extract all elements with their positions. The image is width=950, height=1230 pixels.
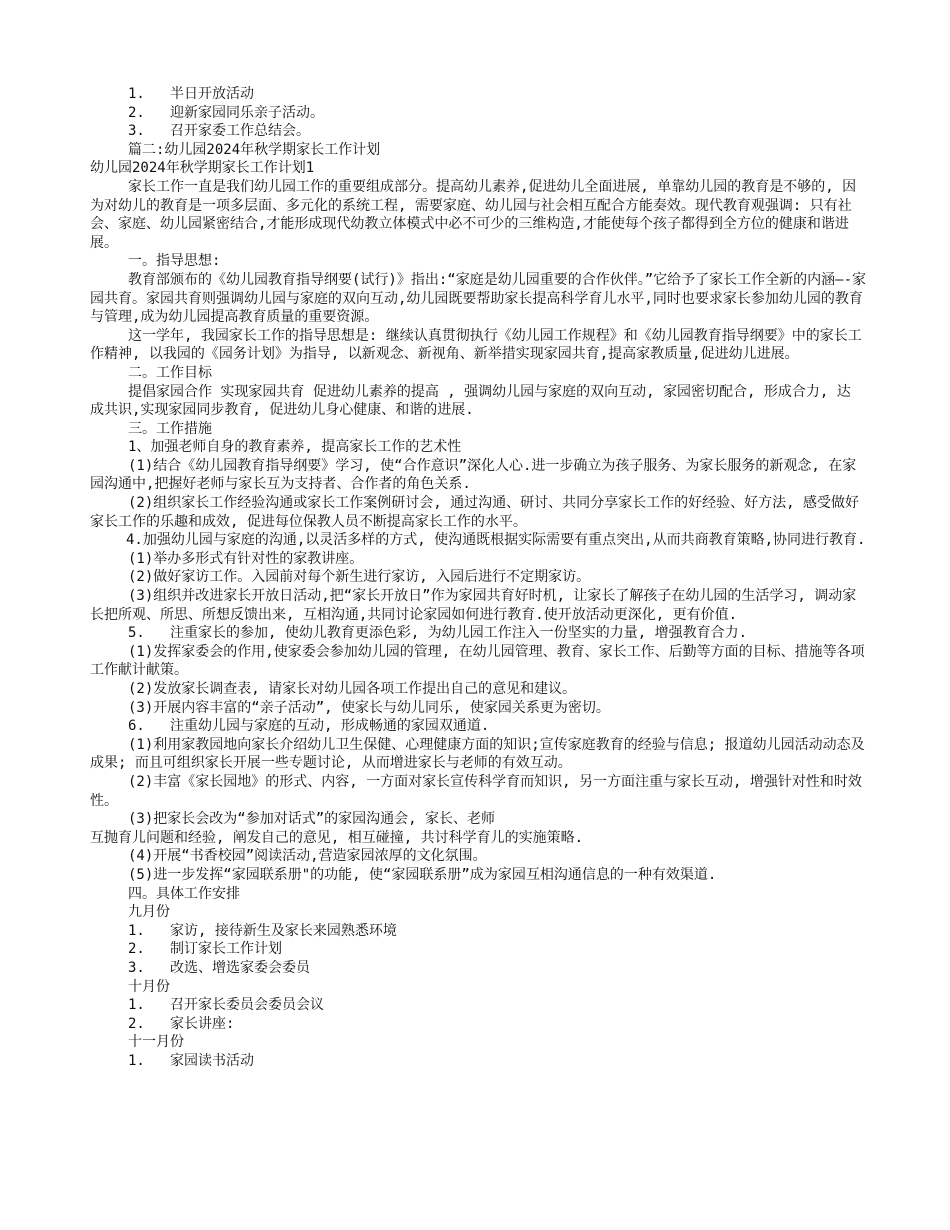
paragraph-text: 成共识,实现家园同步教育, 促进幼儿身心健康、和谐的进展. [90,402,474,419]
paragraph [90,847,870,866]
paragraph-text: 一。指导思想: [128,253,221,270]
paragraph-text: 加强幼儿园与家庭的沟通,以灵活多样的方式, 使沟通既根据实际需要有重点突出,从而共商教育策略,协同进行教育. [142,532,866,549]
paragraph [90,438,870,457]
list-number: 6. [128,718,145,735]
paragraph-text: 二。工作目标 [128,364,212,381]
paragraph [90,903,870,922]
list-number: 2. [128,1015,145,1032]
paragraph-text: (1)结合《幼儿园教育指导纲要》学习, 使“合作意识”深化人心.进一步确立为孩子服务、为家长服务的新观念, 在家园沟通中,把握好老师与家长互为支持者、合作者的角色关系. [90,457,857,493]
paragraph-text: (2)丰富《家长园地》的形式、内容, 一方面对家长宣传科学育而知识, 另一方面注重与家长互动, 增强针对性和时效性。 [90,773,862,809]
numbered-list-item [90,959,870,978]
numbered-list-item [90,122,870,141]
paragraph-text: (1)利用家教园地向家长介绍幼儿卫生保健、心理健康方面的知识;宣传家庭教育的经验与信息; 报道幼儿园活动动态及成果; 而且可组织家长开展一些专题讨论, 从而增进家长与老师的有效互动。 [90,736,865,772]
paragraph-text: 九月份 [128,904,170,921]
paragraph [90,829,870,848]
paragraph [90,1033,870,1052]
paragraph [90,420,870,439]
paragraph [90,178,870,252]
paragraph-text: 家长工作一直是我们幼儿园工作的重要组成部分。提高幼儿素养,促进幼儿全面进展, 单靠幼儿园的教育是不够的, 因为对幼儿的教育是一项多层面、多元化的系统工程, 需要家庭、幼儿园与社会相互配合方能奏效。现代教育观强调: 只有社会、家庭、幼儿园紧密结合,才能形成现代幼教立体模式中必不可少的三维构造,才能使每个孩子都得到全方位的健康和谐进展。 [90,178,857,251]
list-number: 1. [128,997,145,1014]
paragraph-text: 篇二:幼儿园2024年秋学期家长工作计划 [128,141,381,158]
paragraph [90,401,870,420]
paragraph [90,550,870,569]
paragraph-text: 互抛育儿问题和经验, 阐发自己的意见, 相互碰撞, 共讨科学育儿的实施策略. [90,829,583,846]
paragraph-text: (3)把家长会改为“参加对话式”的家园沟通会, 家长、老师 [128,811,495,828]
paragraph [90,699,870,718]
paragraph [90,568,870,587]
paragraph [90,643,870,680]
numbered-list-item [90,1015,870,1034]
paragraph [90,736,870,773]
numbered-list-item [90,104,870,123]
paragraph [90,978,870,997]
paragraph-text: 教育部颁布的《幼儿园教育指导纲要(试行)》指出:“家庭是幼儿园重要的合作伙伴。”它给予了家长工作全新的内涵—-家园共育。家园共育则强调幼儿园与家庭的双向互动,幼儿园既要帮助家长提高科学育儿水平,同时也要求家长参加幼儿园的教育与管理,成为幼儿园提高教育质量的重要资源。 [90,271,866,326]
paragraph-text: 召开家委工作总结会。 [170,123,310,140]
numbered-list-item [90,922,870,941]
paragraph-text: 十一月份 [128,1034,184,1051]
list-number: 3. [128,959,145,976]
numbered-list-item [90,85,870,104]
paragraph [90,866,870,885]
list-number: 5. [128,625,145,642]
paragraph-text: 制订家长工作计划 [170,941,282,958]
numbered-list-item [90,996,870,1015]
paragraph-text: 注重幼儿园与家庭的互动, 形成畅通的家园双通道. [170,718,490,735]
list-number: 2. [128,941,145,958]
paragraph [90,587,870,624]
paragraph-text: 召开家长委员会委员会议 [170,997,324,1014]
paragraph [90,457,870,494]
paragraph [90,494,870,531]
paragraph-text: (2)发放家长调查表, 请家长对幼儿园各项工作提出自己的意见和建议。 [128,681,577,697]
paragraph [90,885,870,904]
paragraph [90,383,870,402]
paragraph [90,271,870,327]
list-number: 3. [128,123,145,140]
paragraph [90,680,870,699]
paragraph-text: 这一学年, 我园家长工作的指导思想是: 继续认真贯彻执行《幼儿园工作规程》和《幼儿园教育指导纲要》中的家长工作精神, 以我园的《园务计划》为指导, 以新观念、新视角、新举措实现家园共育,提高家教质量,促进幼儿进展。 [90,327,862,363]
paragraph [90,252,870,271]
paragraph-text: 半日开放活动 [170,86,254,102]
paragraph-text: (4)开展“书香校园”阅读活动,营造家园浓厚的文化氛围。 [128,848,487,865]
paragraph-text: 迎新家园同乐亲子活动。 [170,104,324,121]
numbered-list-item [90,717,870,736]
paragraph-text: 家园读书活动 [170,1052,254,1069]
paragraph-text: (2)组织家长工作经验沟通或家长工作案例研讨会, 通过沟通、研讨、共同分享家长工作的好经验、好方法, 感受做好家长工作的乐趣和成效, 促进每位保教人员不断提高家长工作的水平。 [90,495,859,530]
paragraph [90,327,870,364]
paragraph-text: 注重家长的参加, 使幼儿教育更添色彩, 为幼儿园工作注入一份坚实的力量, 增强教育合力. [170,625,747,642]
paragraph-text: 幼儿园2024年秋学期家长工作计划1 [90,160,315,177]
list-number: 2. [128,104,145,121]
paragraph [90,141,870,160]
paragraph-text: 四。具体工作安排 [128,885,240,902]
paragraph [90,364,870,383]
paragraph-text: 三。工作措施 [128,420,212,437]
list-number: 1. [128,1052,145,1069]
paragraph-text: 十月份 [128,978,170,995]
paragraph-text: 家访, 接待新生及家长来园熟悉环境 [170,922,397,939]
paragraph [90,810,870,829]
numbered-list-item [90,940,870,959]
paragraph-text: 改选、增选家委会委员 [170,959,310,976]
paragraph [90,773,870,810]
paragraph-text: (3)开展内容丰富的“亲子活动”, 使家长与幼儿同乐, 使家园关系更为密切。 [128,699,610,716]
paragraph-text: (2)做好家访工作。入园前对每个新生进行家访, 入园后进行不定期家访。 [128,569,591,586]
paragraph-text: 提倡家园合作 实现家园共育 促进幼儿素养的提高 , 强调幼儿园与家庭的双向互动, 家园密切配合, 形成合力, 达 [128,383,851,400]
numbered-list-item [90,624,870,643]
paragraph-text: (1)发挥家委会的作用,使家委会参加幼儿园的管理, 在幼儿园管理、教育、家长工作、后勤等方面的目标、措施等各项工作献计献策。 [90,643,865,679]
list-number: 1. [128,86,145,102]
paragraph-text: 家长讲座: [170,1015,235,1032]
paragraph-text: (1)举办多形式有针对性的家教讲座。 [128,550,364,567]
paragraph [90,159,870,178]
paragraph-text: (3)组织并改进家长开放日活动,把“家长开放日”作为家园共育好时机, 让家长了解孩子在幼儿园的生活学习, 调动家长把所观、所思、所想反馈出来, 互相沟通,共同讨论家园如何进行教育.使开放活动更深化, 更有价值. [90,588,857,623]
paragraph-text: (5)进一步发挥“家园联系册"的功能, 使“家园联系册”成为家园互相沟通信息的一种有效渠道. [128,866,717,883]
numbered-list-item [90,1052,870,1071]
list-number: 1. [128,922,145,939]
list-number: 4. [126,532,143,549]
numbered-list-item [90,531,870,550]
paragraph-text: 1、加强老师自身的教育素养, 提高家长工作的艺术性 [128,439,462,456]
